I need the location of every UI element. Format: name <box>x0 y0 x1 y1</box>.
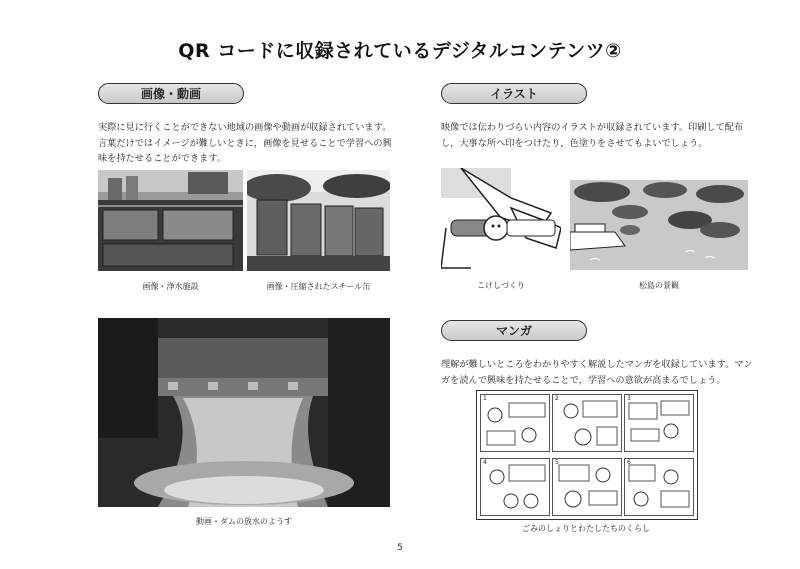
water-treatment-photo <box>98 170 243 271</box>
manga-section-heading: マンガ <box>441 320 587 341</box>
images-section-heading: 画像・動画 <box>98 83 244 104</box>
images-section-description: 実際に見に行くことができない地域の画像や動画が収録されています。言葉だけではイメージが難しいときに，画像を見せることで学習への興味を持たせることができます。 <box>98 122 392 164</box>
illust-section-description: 映像では伝わりづらい内容のイラストが収録されています。印刷して配布し，大事な所へ印をつけたり，色塗りをさせてもよいでしょう。 <box>441 122 744 149</box>
steel-cans-photo <box>247 170 390 271</box>
dam-video-thumbnail[interactable] <box>98 318 390 507</box>
manga-page <box>476 390 698 520</box>
manga-section-description: 理解が難しいところをわかりやすく解説したマンガを収録しています。マンガを読んで興味を持たせることで，学習への意欲が高まるでしょう。 <box>441 359 753 386</box>
panel-number: 6 <box>627 459 631 466</box>
panel-number: 4 <box>483 459 487 466</box>
kokeshi-caption: こけしづくり <box>477 281 525 290</box>
page-number: 5 <box>397 543 403 553</box>
panel-number: 1 <box>483 395 487 402</box>
manga-panel <box>624 394 694 452</box>
manga-panel <box>480 458 550 516</box>
page-title: QR コードに収録されているデジタルコンテンツ② <box>178 40 622 62</box>
manga-caption: ごみのしょりとわたしたちのくらし <box>522 524 650 533</box>
panel-number: 3 <box>627 395 631 402</box>
matsushima-illustration <box>570 180 748 270</box>
steel-cans-caption: 画像・圧縮されたスチール缶 <box>266 282 371 291</box>
manga-panel <box>624 458 694 516</box>
illust-section-heading: イラスト <box>441 83 587 104</box>
panel-number: 2 <box>555 395 559 402</box>
water-treatment-caption: 画像・浄水施設 <box>142 282 199 291</box>
manga-panel <box>552 458 622 516</box>
kokeshi-illustration <box>441 168 561 274</box>
manga-panel <box>552 394 622 452</box>
dam-video-caption: 動画・ダムの放水のようす <box>196 517 292 526</box>
matsushima-caption: 松島の景観 <box>639 281 679 290</box>
panel-number: 5 <box>555 459 559 466</box>
manga-panel <box>480 394 550 452</box>
